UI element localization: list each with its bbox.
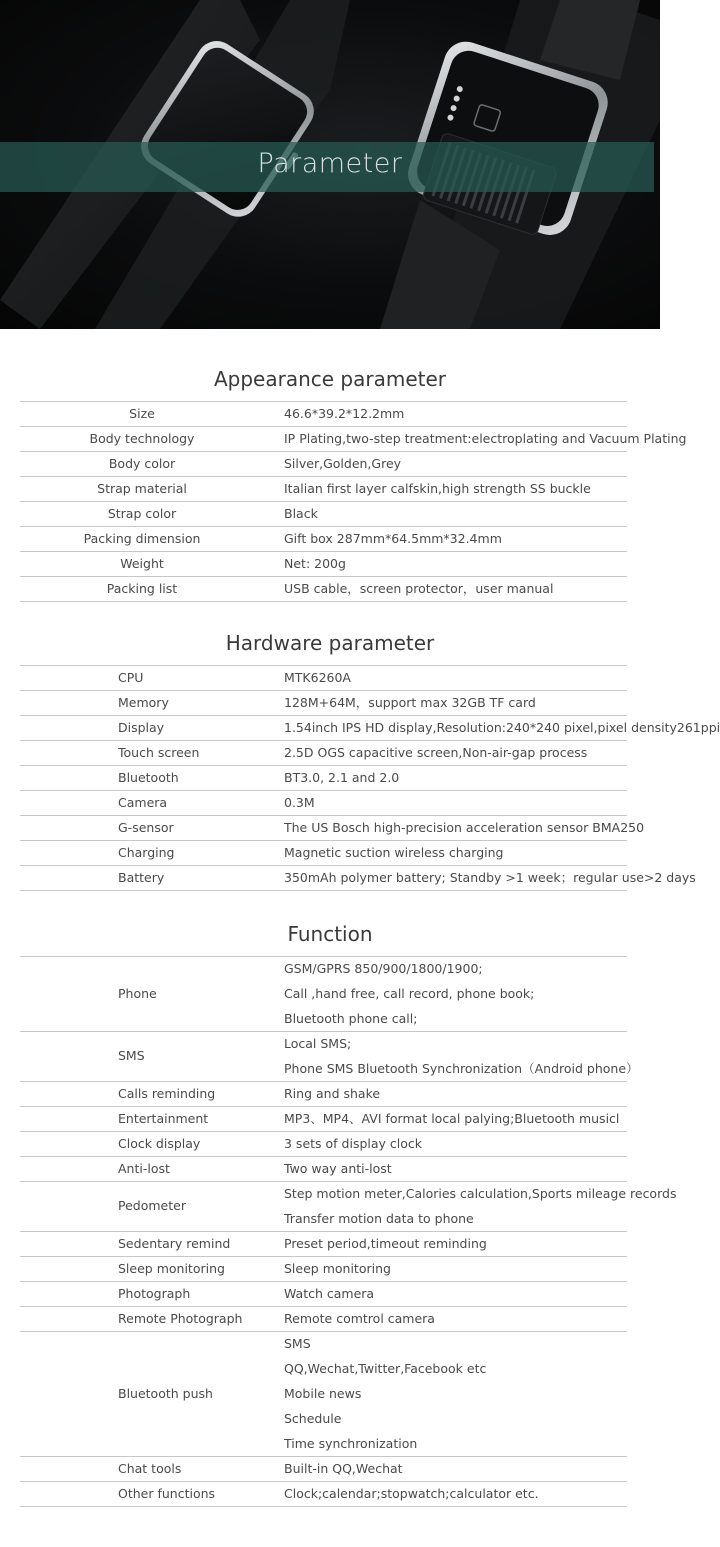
row-label: Strap material <box>97 481 187 496</box>
table-row <box>0 840 660 865</box>
table-row <box>0 1256 660 1281</box>
row-label: Remote Photograph <box>118 1311 243 1326</box>
row-label: Calls reminding <box>118 1086 216 1101</box>
table-row <box>0 526 660 551</box>
row-values <box>284 740 587 765</box>
row-value: Watch camera <box>284 1286 375 1301</box>
section-title: Function <box>287 922 373 946</box>
function-table <box>0 956 677 1506</box>
table-row <box>0 865 696 890</box>
row-value: Clock;calendar;stopwatch;calculator etc. <box>284 1486 539 1501</box>
row-value: MP3、MP4、AVI format local palying;Bluetooth musicl <box>284 1111 620 1126</box>
row-value: Built-in QQ,Wechat <box>284 1461 403 1476</box>
table-row <box>0 451 660 476</box>
row-value: Preset period,timeout reminding <box>284 1236 487 1251</box>
table-row <box>0 790 660 815</box>
section-title: Hardware parameter <box>225 631 435 655</box>
row-label: Touch screen <box>118 745 200 760</box>
row-value: BT3.0, 2.1 and 2.0 <box>284 770 400 785</box>
row-value: Local SMS; <box>284 1036 352 1051</box>
row-label: Body technology <box>89 431 195 446</box>
table-row <box>0 665 660 690</box>
row-label: Weight <box>120 556 164 571</box>
row-label: Sedentary remind <box>118 1236 231 1251</box>
row-values <box>284 1481 539 1506</box>
row-label: Entertainment <box>118 1111 209 1126</box>
row-value: USB cable，screen protector，user manual <box>284 581 554 596</box>
row-values <box>284 501 318 526</box>
table-row <box>0 740 660 765</box>
row-values <box>284 956 534 1031</box>
row-values <box>284 451 401 476</box>
row-value: Two way anti-lost <box>284 1161 392 1176</box>
row-values <box>284 1331 486 1456</box>
hero-title: Parameter <box>257 148 403 179</box>
table-row <box>0 551 660 576</box>
row-value: Black <box>284 506 318 521</box>
row-values <box>284 1231 487 1256</box>
row-label: Anti-lost <box>118 1161 170 1176</box>
function-section <box>0 919 677 1506</box>
row-label: Bluetooth push <box>118 1386 213 1401</box>
row-values <box>284 790 315 815</box>
row-value: Sleep monitoring <box>284 1261 391 1276</box>
appearance-table <box>0 401 687 601</box>
row-values <box>284 426 686 451</box>
row-label: Size <box>129 406 155 421</box>
row-value: 0.3M <box>284 795 315 810</box>
row-values <box>284 865 696 890</box>
row-values <box>284 690 536 715</box>
table-row <box>0 1281 660 1306</box>
row-value: Bluetooth phone call; <box>284 1011 418 1026</box>
row-label: SMS <box>118 1048 145 1063</box>
row-value: Ring and shake <box>284 1086 381 1101</box>
row-value: Gift box 287mm*64.5mm*32.4mm <box>284 531 502 546</box>
row-label: Clock display <box>118 1136 201 1151</box>
row-label: Body color <box>108 456 176 471</box>
row-label: Other functions <box>118 1486 216 1501</box>
row-values <box>284 840 504 865</box>
row-value: Time synchronization <box>284 1436 418 1451</box>
table-row <box>0 690 660 715</box>
table-row <box>0 765 660 790</box>
hardware-table <box>0 665 720 890</box>
hardware-parameter-section <box>0 628 720 890</box>
row-value: 46.6*39.2*12.2mm <box>284 406 405 421</box>
table-row <box>0 1456 660 1481</box>
row-values <box>284 765 399 790</box>
row-value: SMS <box>284 1336 311 1351</box>
row-label: Display <box>118 720 165 735</box>
row-values <box>284 551 346 576</box>
row-values <box>284 1106 619 1131</box>
table-row <box>0 501 660 526</box>
row-label: Photograph <box>118 1286 191 1301</box>
row-label: Bluetooth <box>118 770 179 785</box>
row-values <box>284 715 720 740</box>
row-label: Camera <box>118 795 168 810</box>
row-label: Sleep monitoring <box>118 1261 225 1276</box>
row-label: Battery <box>118 870 165 885</box>
row-value: Italian first layer calfskin,high strength SS buckle <box>284 481 591 496</box>
appearance-parameter-section <box>0 364 687 601</box>
row-value: QQ,Wechat,Twitter,Facebook etc <box>284 1361 487 1376</box>
table-row <box>0 1306 660 1331</box>
row-value: Magnetic suction wireless charging <box>284 845 504 860</box>
table-row <box>0 1331 660 1456</box>
row-values <box>284 665 351 690</box>
table-row <box>0 576 660 601</box>
section-title: Appearance parameter <box>213 367 447 391</box>
row-label: Charging <box>118 845 175 860</box>
table-row <box>0 1106 660 1131</box>
row-value: The US Bosch high-precision acceleration sensor BMA250 <box>284 820 645 835</box>
table-row <box>0 1481 660 1506</box>
table-row <box>0 401 660 426</box>
row-value: GSM/GPRS 850/900/1800/1900; <box>284 961 483 976</box>
row-value: 3 sets of display clock <box>284 1136 423 1151</box>
row-values <box>284 1031 639 1081</box>
table-row <box>0 1231 660 1256</box>
row-value: Net: 200g <box>284 556 346 571</box>
row-values <box>284 576 553 601</box>
row-label: Packing dimension <box>83 531 201 546</box>
row-value: 2.5D OGS capacitive screen,Non-air-gap process <box>284 745 588 760</box>
row-value: Mobile news <box>284 1386 362 1401</box>
row-label: Phone <box>118 986 157 1001</box>
table-bottom-divider <box>20 1506 627 1507</box>
row-values <box>284 1306 435 1331</box>
row-label: Memory <box>118 695 169 710</box>
row-label: CPU <box>118 670 144 685</box>
row-values <box>284 1256 391 1281</box>
row-label: Strap color <box>107 506 177 521</box>
table-row <box>0 1156 660 1181</box>
row-value: Call ,hand free, call record, phone book; <box>284 986 535 1001</box>
row-values <box>284 1456 403 1481</box>
row-value: Phone SMS Bluetooth Synchronization（Android phone） <box>284 1061 639 1076</box>
row-values <box>284 1156 392 1181</box>
row-values <box>284 1181 676 1231</box>
row-value: IP Plating,two-step treatment:electroplating and Vacuum Plating <box>284 431 687 446</box>
row-divider <box>20 790 627 791</box>
table-row <box>0 1131 660 1156</box>
table-row <box>0 815 660 840</box>
row-values <box>284 815 644 840</box>
table-row <box>0 426 687 451</box>
table-bottom-divider <box>20 601 627 602</box>
table-row <box>0 1081 660 1106</box>
row-value: Step motion meter,Calories calculation,Sports mileage records <box>284 1186 677 1201</box>
row-values <box>284 401 404 426</box>
row-values <box>284 476 591 501</box>
row-label: Chat tools <box>118 1461 182 1476</box>
row-value: 128M+64M，support max 32GB TF card <box>284 695 536 710</box>
table-bottom-divider <box>20 890 627 891</box>
row-values <box>284 526 502 551</box>
row-value: MTK6260A <box>284 670 351 685</box>
table-row <box>0 715 720 740</box>
row-value: Schedule <box>284 1411 342 1426</box>
row-value: Remote comtrol camera <box>284 1311 435 1326</box>
table-row <box>0 1181 677 1231</box>
row-label: G-sensor <box>118 820 174 835</box>
row-values <box>284 1281 374 1306</box>
row-value: Transfer motion data to phone <box>284 1211 474 1226</box>
table-row <box>0 1031 660 1081</box>
row-values <box>284 1081 380 1106</box>
row-label: Packing list <box>106 581 178 596</box>
row-value: 350mAh polymer battery; Standby >1 week；regular use>2 days <box>284 870 696 885</box>
row-values <box>284 1131 422 1156</box>
row-label: Pedometer <box>118 1198 186 1213</box>
hero-banner <box>0 0 660 329</box>
table-row <box>0 956 660 1031</box>
row-value: 1.54inch IPS HD display,Resolution:240*240 pixel,pixel density261ppi <box>284 720 720 735</box>
table-row <box>0 476 660 501</box>
row-value: Silver,Golden,Grey <box>284 456 402 471</box>
